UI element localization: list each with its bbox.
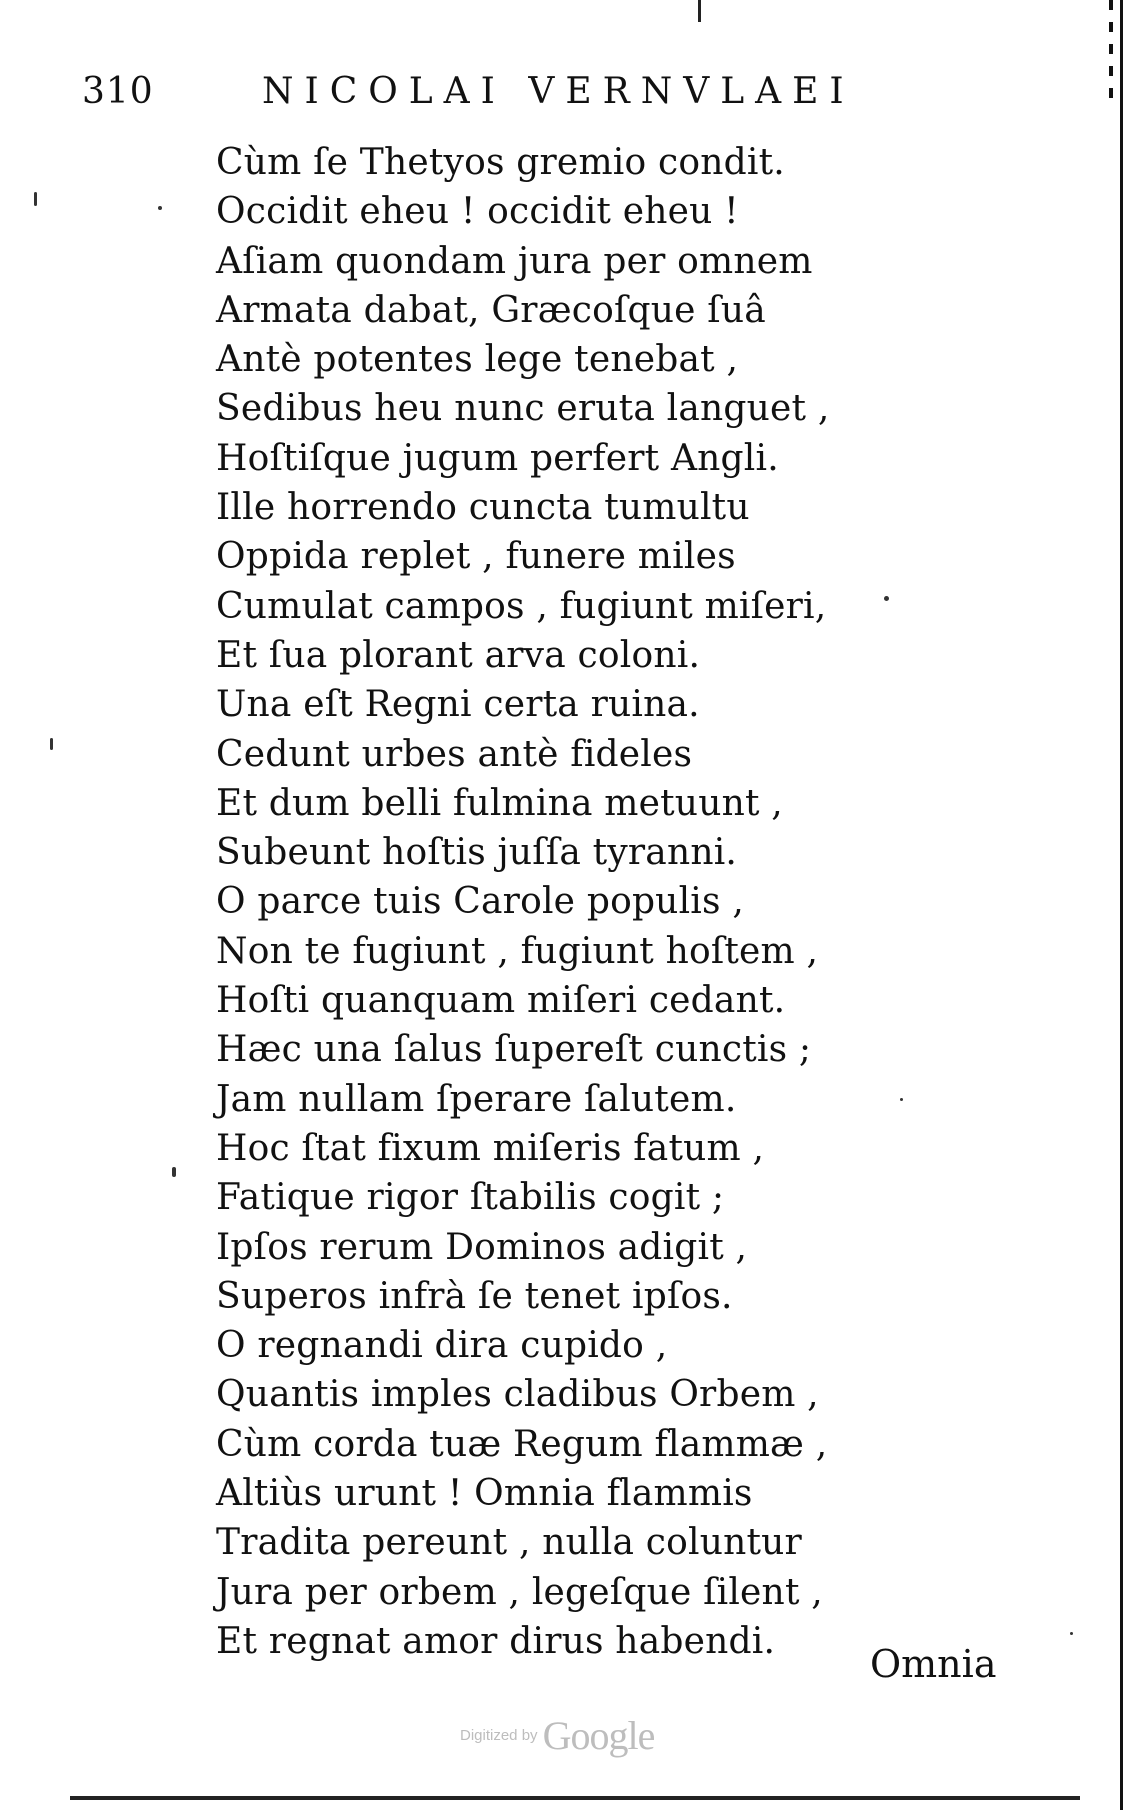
verse-line: Aſiam quondam jura per omnem bbox=[216, 240, 813, 282]
ink-speck bbox=[50, 738, 53, 750]
verse-line: Antè potentes lege tenebat , bbox=[216, 339, 739, 381]
verse-line: Cumulat campos , fugiunt miſeri, bbox=[216, 585, 827, 627]
verse-line: Hoſti quanquam miſeri cedant. bbox=[216, 980, 786, 1022]
page-number: 310 bbox=[82, 71, 154, 112]
verse-line: Cùm ſe Thetyos gremio condit. bbox=[216, 142, 785, 183]
verse-line: Oppida replet , funere miles bbox=[216, 536, 736, 578]
verse-line: Tradita pereunt , nulla coluntur bbox=[216, 1522, 802, 1564]
verse-line: Jam nullam ſperare ſalutem. bbox=[216, 1078, 737, 1120]
digitized-by-google-watermark bbox=[460, 1712, 720, 1768]
verse-line: Armata dabat, Græcoſque ſuâ bbox=[216, 289, 766, 331]
ink-speck bbox=[158, 206, 162, 210]
verse-line: Et ſua plorant arva coloni. bbox=[216, 634, 701, 676]
ink-speck bbox=[172, 1167, 176, 1177]
watermark-google-text: Google bbox=[542, 1713, 655, 1758]
verse-line: Quantis imples cladibus Orbem , bbox=[216, 1374, 819, 1416]
verse-line: Occidit eheu ! occidit eheu ! bbox=[216, 191, 739, 233]
ink-speck bbox=[34, 192, 37, 206]
running-head: NICOLAI VERNVLAEI bbox=[262, 71, 855, 112]
verse-line: O regnandi dira cupido , bbox=[216, 1325, 668, 1367]
verse-line: Cùm corda tuæ Regum flammæ , bbox=[216, 1423, 828, 1465]
page-edge-marks bbox=[1109, 0, 1113, 100]
verse-line: Ille horrendo cuncta tumultu bbox=[216, 487, 750, 529]
bottom-page-rule bbox=[70, 1796, 1080, 1800]
catchword: Omnia bbox=[870, 1642, 997, 1686]
ink-speck bbox=[1070, 1632, 1073, 1635]
verse-line: Ipſos rerum Dominos adigit , bbox=[216, 1226, 748, 1268]
verse-line: Subeunt hoſtis juſſa tyranni. bbox=[216, 832, 738, 874]
verse-line: Sedibus heu nunc eruta languet , bbox=[216, 388, 830, 430]
verse-line: Cedunt urbes antè fideles bbox=[216, 733, 693, 775]
verse-line: Jura per orbem , legeſque ſilent , bbox=[216, 1571, 823, 1613]
top-margin-mark bbox=[698, 0, 701, 22]
page-header bbox=[82, 66, 855, 118]
verse-line: Una eſt Regni certa ruina. bbox=[216, 684, 700, 726]
verse-line: O parce tuis Carole populis , bbox=[216, 881, 744, 923]
verse-line: Et regnat amor dirus habendi. bbox=[216, 1620, 776, 1662]
verse-line: Hoſtiſque jugum perfert Angli. bbox=[216, 437, 779, 479]
verse-block bbox=[216, 138, 876, 1666]
watermark-small-text: Digitized by bbox=[460, 1727, 538, 1744]
verse-line: Altiùs urunt ! Omnia flammis bbox=[216, 1473, 753, 1515]
verse-line: Et dum belli fulmina metuunt , bbox=[216, 782, 783, 824]
ink-speck bbox=[900, 1098, 903, 1101]
verse-line: Hoc ſtat fixum miſeris fatum , bbox=[216, 1127, 765, 1169]
verse-line: Hæc una ſalus ſupereſt cunctis ; bbox=[216, 1029, 812, 1071]
ink-speck bbox=[884, 596, 889, 601]
verse-line: Superos infrà ſe tenet ipſos. bbox=[216, 1275, 733, 1317]
verse-line: Fatique rigor ſtabilis cogit ; bbox=[216, 1177, 725, 1219]
verse-line: Non te fugiunt , fugiunt hoſtem , bbox=[216, 930, 819, 972]
